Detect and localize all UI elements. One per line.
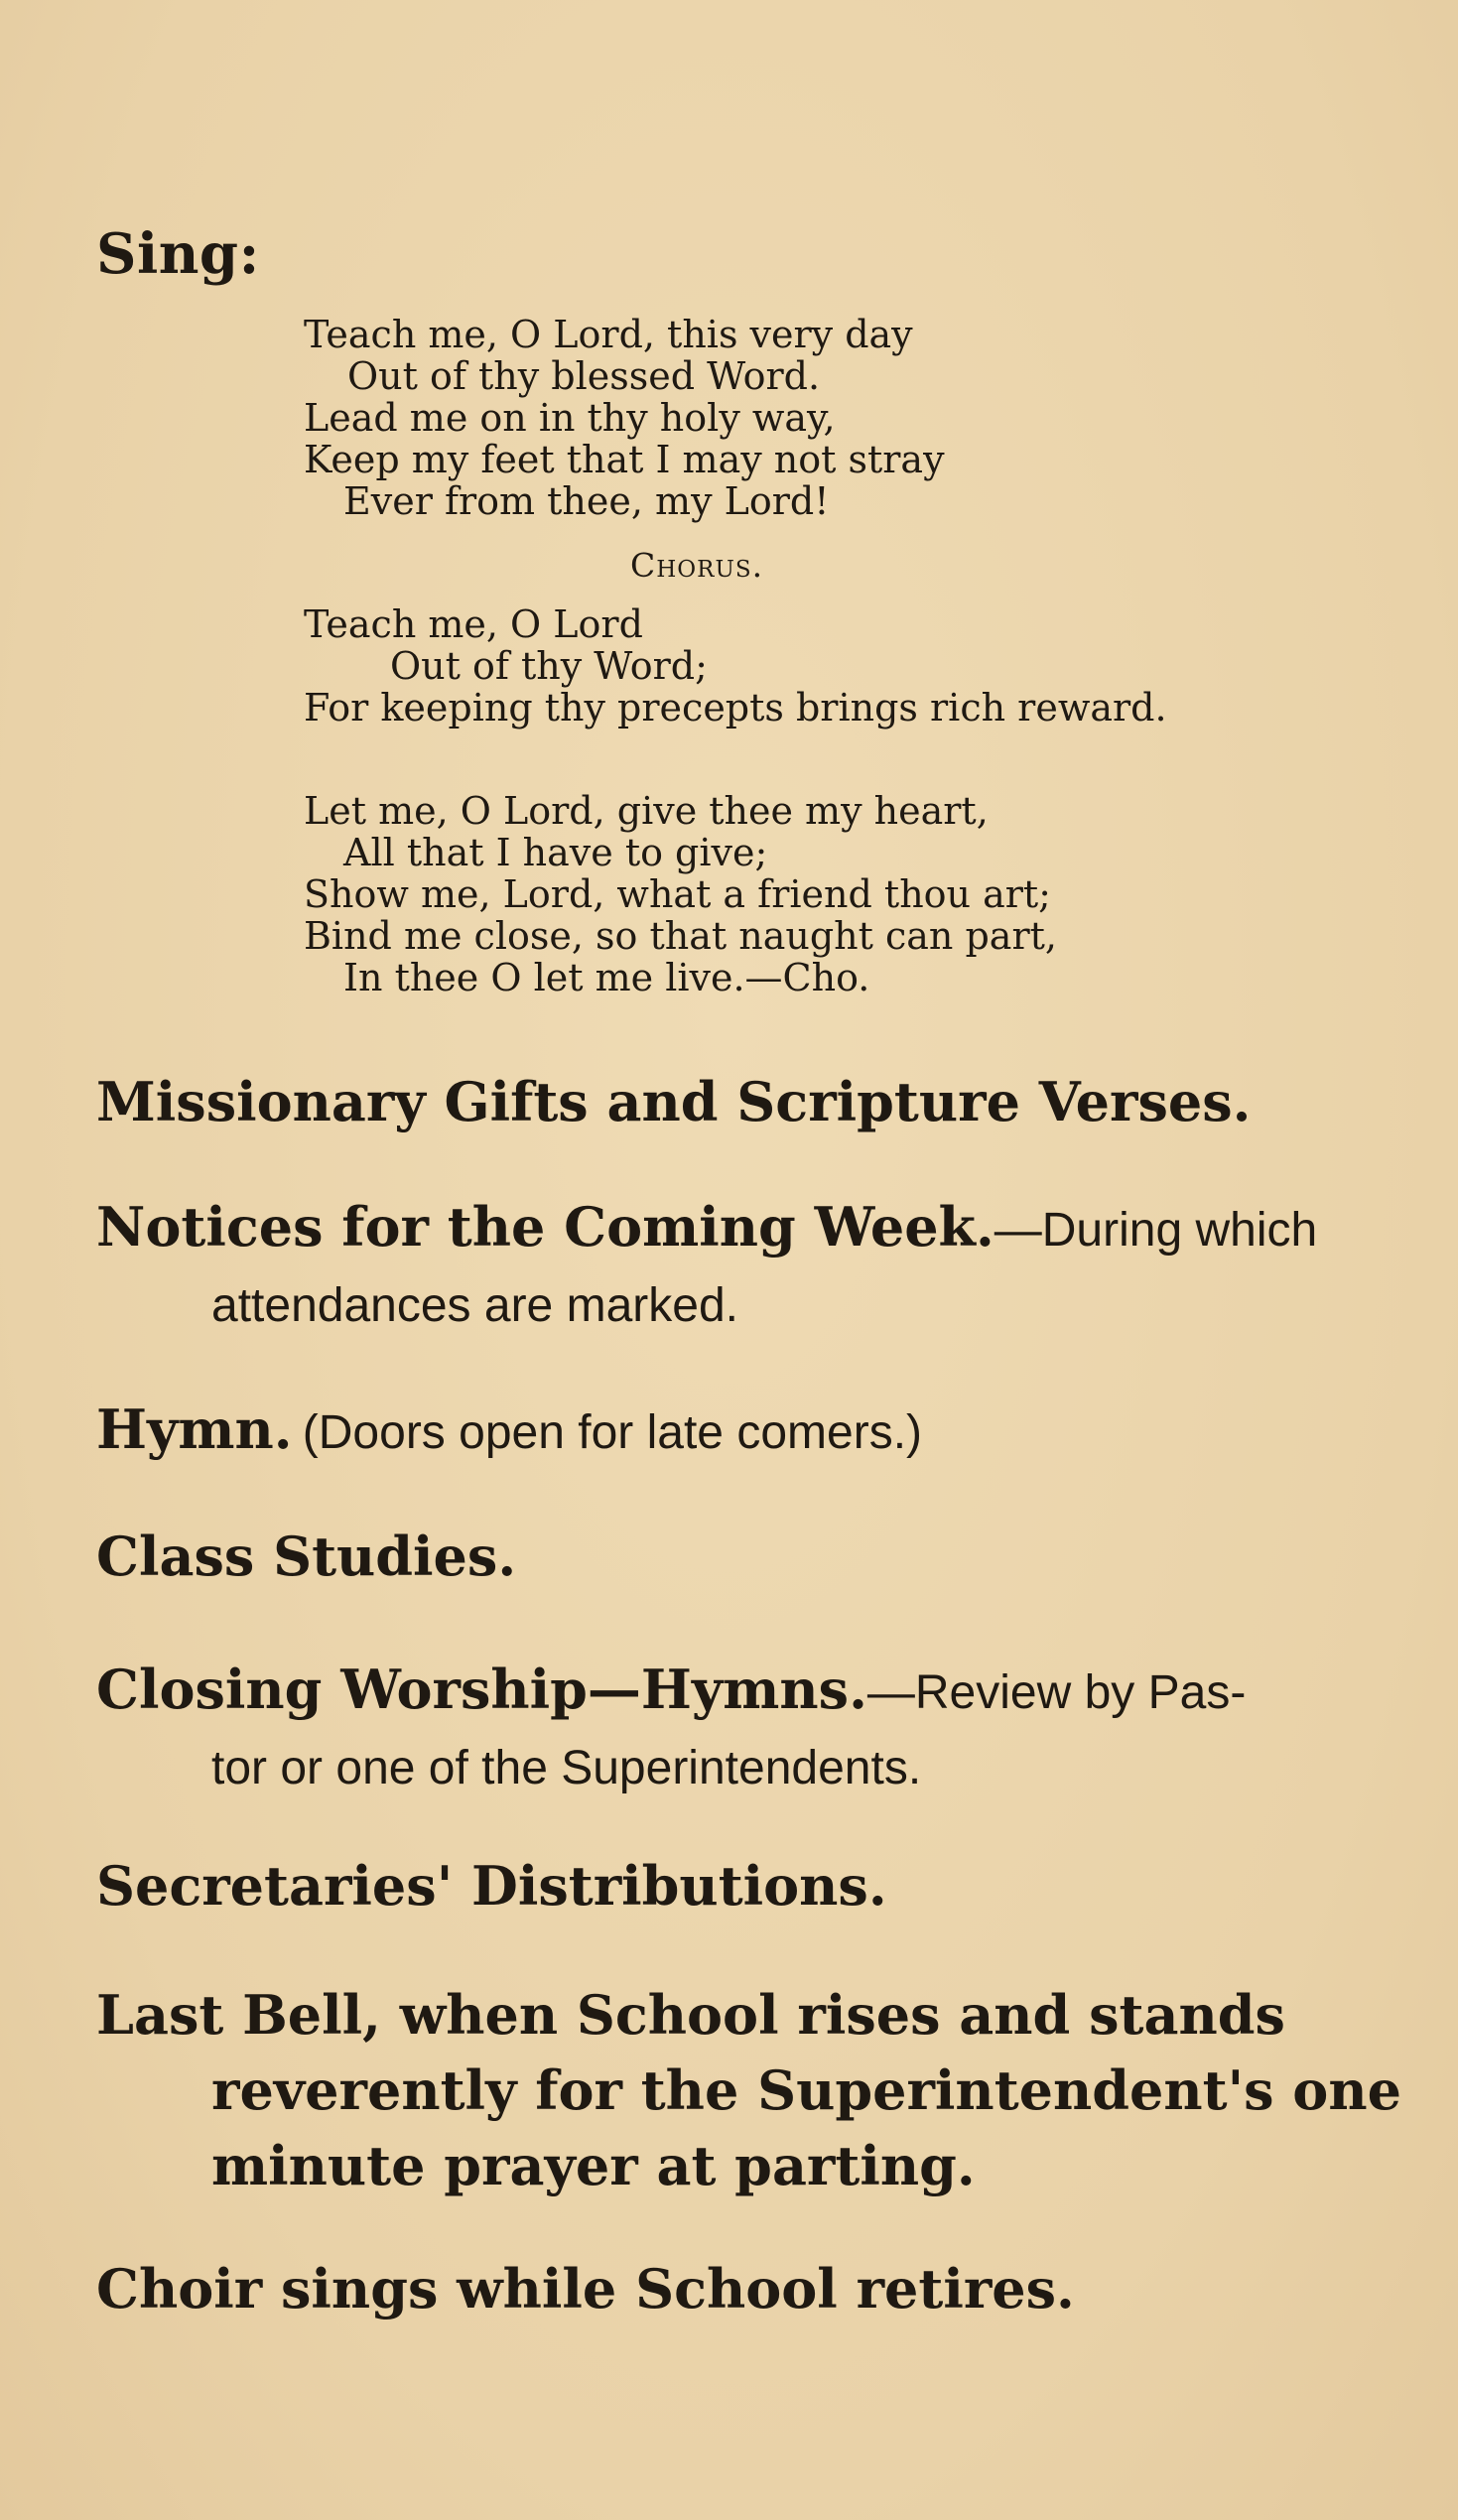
program-item-last-bell [96, 1977, 1401, 2203]
verse-line: For keeping thy precepts brings rich reward. [304, 686, 1167, 729]
verse-line: Out of thy Word; [390, 644, 708, 688]
item-description: —Review by Pas- [866, 1666, 1247, 1719]
program-item-hymn [96, 1392, 1387, 1471]
hymn-stanza-1 [304, 314, 945, 522]
verse-line: Teach me, O Lord, this very day [304, 313, 913, 356]
verse-line: Out of thy blessed Word. [347, 354, 821, 398]
verse-line: Teach me, O Lord [304, 602, 643, 646]
verse-line: All that I have to give; [343, 831, 768, 874]
program-item-class-studies [96, 1519, 1387, 1594]
program-item-notices [96, 1189, 1387, 1344]
verse-line: Ever from thee, my Lord! [343, 479, 830, 523]
item-description: (Doors open for late comers.) [302, 1406, 923, 1459]
item-title: Class Studies. [96, 1525, 517, 1588]
verse-line: Let me, O Lord, give thee my heart, [304, 789, 989, 833]
chorus-heading: Chorus. [630, 546, 764, 585]
program-item-missionary [96, 1064, 1387, 1139]
program-item-secretaries [96, 1848, 1387, 1923]
item-description: —During which [994, 1204, 1318, 1257]
program-item-closing [96, 1652, 1387, 1806]
verse-line: Keep my feet that I may not stray [304, 438, 945, 481]
verse-line: Bind me close, so that naught can part, [304, 914, 1057, 958]
program-item-choir [96, 2251, 1387, 2326]
item-title: Last Bell, when School rises and stands [96, 1983, 1285, 2047]
verse-line: In thee O let me live.—Cho. [343, 956, 870, 999]
verse-line: Show me, Lord, what a friend thou art; [304, 872, 1051, 916]
sing-heading: Sing: [96, 221, 260, 287]
verse-line: Lead me on in thy holy way, [304, 396, 836, 440]
item-title-continued: minute prayer at parting. [211, 2134, 976, 2197]
item-title-continued: reverently for the Superintendent's one [211, 2058, 1401, 2122]
item-title: Secretaries' Distributions. [96, 1854, 887, 1918]
item-title: Closing Worship—Hymns. [96, 1658, 867, 1721]
hymn-chorus [304, 603, 1167, 729]
item-title: Notices for the Coming Week. [96, 1195, 994, 1259]
hymn-stanza-2 [304, 790, 1057, 998]
item-description-continued: tor or one of the Superintendents. [211, 1742, 922, 1794]
item-title: Missionary Gifts and Scripture Verses. [96, 1070, 1252, 1133]
item-title: Choir sings while School retires. [96, 2257, 1075, 2321]
item-title: Hymn. [96, 1397, 293, 1461]
item-description-continued: attendances are marked. [211, 1279, 738, 1332]
